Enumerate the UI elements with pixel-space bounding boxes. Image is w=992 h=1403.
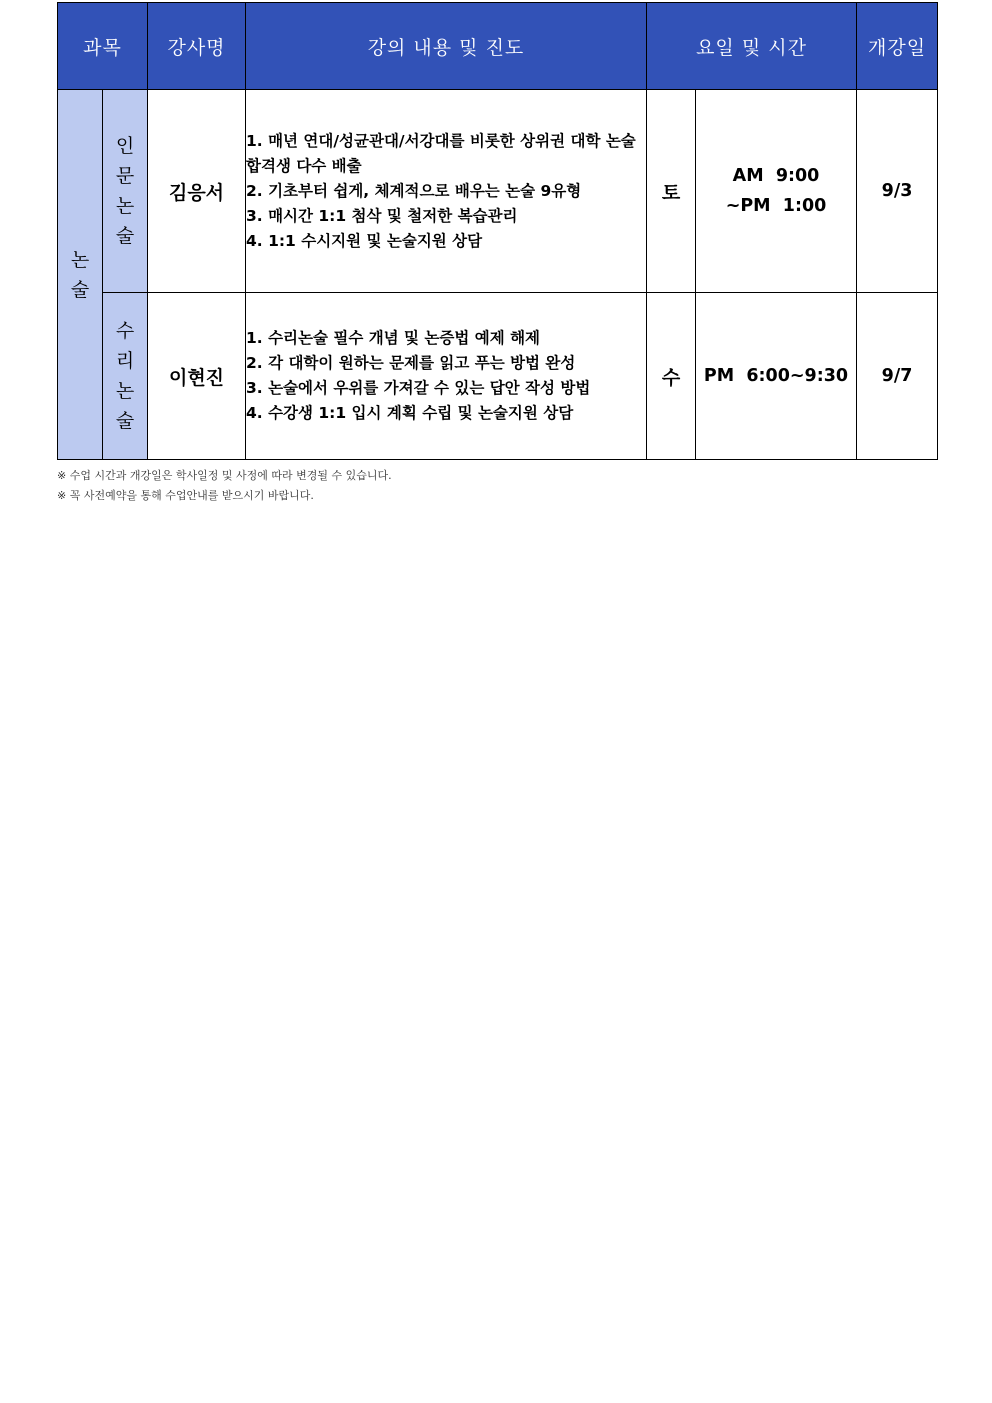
category-label: 논술	[70, 248, 90, 301]
content-item: 3. 논술에서 우위를 가져갈 수 있는 답안 작성 방법	[246, 379, 591, 397]
content-item: 1. 수리논술 필수 개념 및 논증법 예제 해제	[246, 329, 541, 347]
content-list	[246, 326, 646, 426]
content-item: 2. 기초부터 쉽게, 체계적으로 배우는 논술 9유형	[246, 181, 582, 200]
header-start-date: 개강일	[857, 3, 938, 90]
class-time	[696, 90, 857, 293]
content-item: 2. 각 대학이 원하는 문제를 읽고 푸는 방법 완성	[246, 354, 576, 372]
class-time	[696, 293, 857, 460]
footnote: ※ 수업 시간과 개강일은 학사일정 및 사정에 따라 변경될 수 있습니다.	[57, 469, 392, 482]
start-date: 9/7	[857, 293, 938, 460]
header-teacher: 강사명	[148, 3, 246, 90]
content-list	[246, 129, 646, 254]
class-day: 수	[647, 293, 696, 460]
content-item: 3. 매시간 1:1 첨삭 및 철저한 복습관리	[246, 206, 518, 225]
content-item: 4. 수강생 1:1 입시 계획 수립 및 논술지원 상담	[246, 404, 574, 422]
class-day: 토	[647, 90, 696, 293]
content-item: 4. 1:1 수시지원 및 논술지원 상담	[246, 231, 483, 250]
class-time-start: AM 9:00	[732, 166, 820, 186]
teacher-name: 김응서	[148, 90, 246, 293]
table-header-row	[58, 3, 938, 90]
class-schedule-table	[57, 2, 938, 460]
course-content	[246, 90, 647, 293]
footnotes	[57, 466, 392, 506]
header-schedule: 요일 및 시간	[647, 3, 857, 90]
teacher-name: 이현진	[148, 293, 246, 460]
table-row	[58, 90, 938, 293]
class-time-start: PM 6:00~9:30	[703, 366, 849, 386]
subcategory-cell	[103, 90, 148, 293]
footnote: ※ 꼭 사전예약을 통해 수업안내를 받으시기 바랍니다.	[57, 489, 314, 502]
subcategory-cell	[103, 293, 148, 460]
course-content	[246, 293, 647, 460]
header-content: 강의 내용 및 진도	[246, 3, 647, 90]
class-time-end: ~PM 1:00	[725, 196, 827, 216]
start-date: 9/3	[857, 90, 938, 293]
subcategory-label: 수리논술	[115, 320, 135, 432]
table-row	[58, 293, 938, 460]
content-item: 1. 매년 연대/성균관대/서강대를 비롯한 상위권 대학 논술 합격생 다수 배출	[246, 131, 636, 175]
category-cell	[58, 90, 103, 460]
subcategory-label: 인문논술	[115, 135, 135, 247]
header-subject: 과목	[58, 3, 148, 90]
